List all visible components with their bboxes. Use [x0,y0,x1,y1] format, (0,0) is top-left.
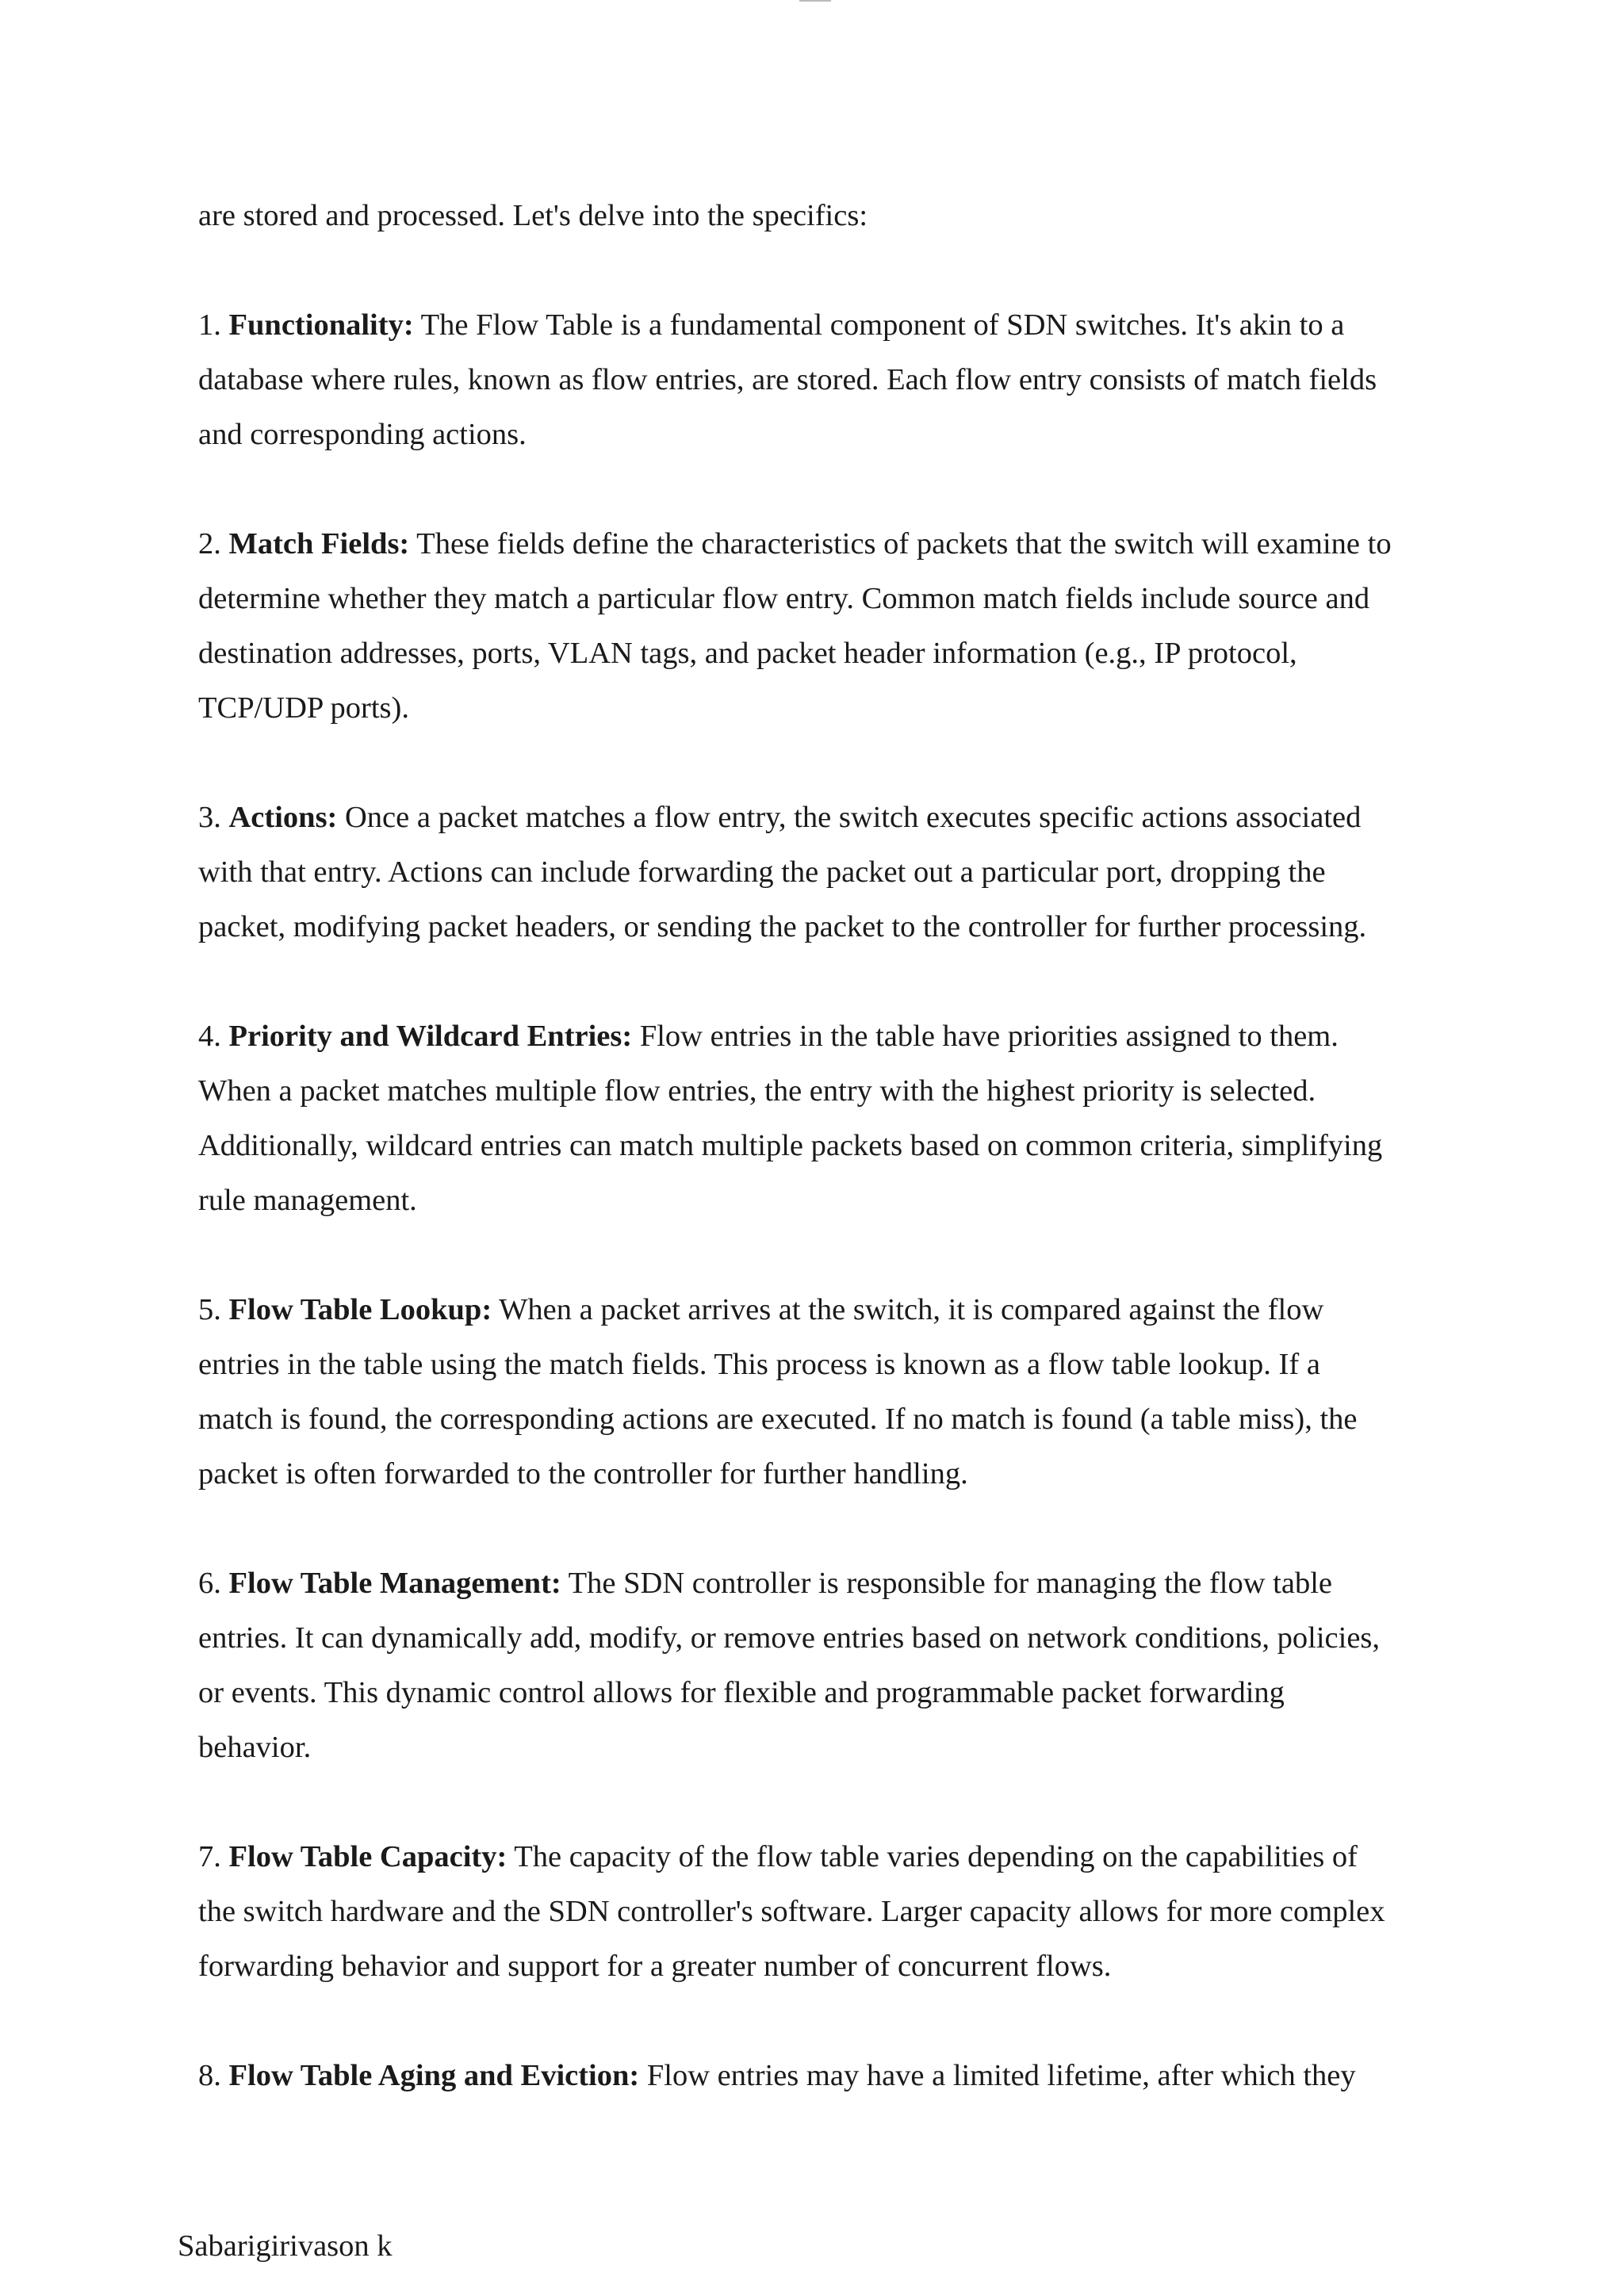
list-item-line: database where rules, known as flow entries, are stored. Each flow entry consists of match fields [198,363,1377,396]
item-number: 2. [198,527,221,561]
list-item [198,1283,1451,1502]
list-item [198,517,1451,736]
list-item-line [198,2049,1451,2103]
item-text: Flow entries in the table have priorities assigned to them. [632,1020,1339,1053]
list-item-line [198,1283,1451,1337]
item-text: These fields define the characteristics of packets that the switch will examine to [409,527,1392,561]
intro-line: are stored and processed. Let's delve into the specifics: [198,199,868,232]
list-item-line: Additionally, wildcard entries can match multiple packets based on common criteria, simplifying [198,1129,1383,1162]
list-item-line: When a packet matches multiple flow entries, the entry with the highest priority is selected. [198,1074,1316,1108]
list-item [198,1009,1451,1228]
list-item [198,1830,1451,1994]
item-number: 1. [198,308,221,342]
list-item-line [198,790,1451,845]
intro-paragraph [198,189,1451,243]
list-item-line: with that entry. Actions can include forwarding the packet out a particular port, dropping the [198,855,1326,889]
item-text: Flow entries may have a limited lifetime, after which they [639,2059,1356,2092]
list-item-line: rule management. [198,1184,417,1217]
list-item-line: determine whether they match a particular flow entry. Common match fields include source and [198,582,1370,615]
list-item [198,2049,1451,2103]
item-text: The Flow Table is a fundamental component of SDN switches. It's akin to a [413,308,1345,342]
list-item-line [198,298,1451,353]
list-item-line: packet, modifying packet headers, or sending the packet to the controller for further processing. [198,910,1367,943]
list-item-line: match is found, the corresponding actions are executed. If no match is found (a table miss), the [198,1402,1358,1436]
numbered-list [198,298,1451,2103]
list-item-line [198,1009,1451,1064]
page-top-mark [799,0,831,2]
list-item-line [198,517,1451,572]
item-text: Once a packet matches a flow entry, the switch executes specific actions associated [337,801,1362,834]
footer-author: Sabarigirivason k [178,2229,393,2263]
list-item-line: and corresponding actions. [198,418,527,451]
item-number: 5. [198,1293,221,1326]
list-item-line: entries. It can dynamically add, modify, or remove entries based on network conditions, policies, [198,1621,1381,1655]
item-label: Match Fields: [228,527,410,561]
item-label: Flow Table Capacity: [228,1840,508,1873]
list-item-line: or events. This dynamic control allows for flexible and programmable packet forwarding [198,1676,1285,1709]
item-text: When a packet arrives at the switch, it is compared against the flow [492,1293,1324,1326]
list-item-line [198,1830,1451,1885]
item-label: Priority and Wildcard Entries: [228,1020,633,1053]
list-item [198,1556,1451,1775]
list-item-line: the switch hardware and the SDN controller's software. Larger capacity allows for more complex [198,1895,1385,1928]
item-number: 7. [198,1840,221,1873]
item-label: Functionality: [228,308,414,342]
item-label: Flow Table Aging and Eviction: [228,2059,640,2092]
list-item [198,298,1451,462]
item-number: 4. [198,1020,221,1053]
item-label: Actions: [228,801,338,834]
list-item-line: TCP/UDP ports). [198,691,409,725]
item-number: 3. [198,801,221,834]
list-item-line: destination addresses, ports, VLAN tags, and packet header information (e.g., IP protocol, [198,637,1297,670]
item-number: 8. [198,2059,221,2092]
item-number: 6. [198,1567,221,1600]
list-item-line: forwarding behavior and support for a greater number of concurrent flows. [198,1950,1112,1983]
list-item-line: packet is often forwarded to the controller for further handling. [198,1457,968,1490]
list-item [198,790,1451,955]
item-text: The capacity of the flow table varies depending on the capabilities of [507,1840,1358,1873]
item-label: Flow Table Lookup: [228,1293,492,1326]
list-item-line [198,1556,1451,1611]
item-label: Flow Table Management: [228,1567,561,1600]
item-text: The SDN controller is responsible for managing the flow table [561,1567,1332,1600]
list-item-line: entries in the table using the match fields. This process is known as a flow table lookup. If a [198,1348,1320,1381]
list-item-line: behavior. [198,1731,312,1764]
document-body [198,189,1451,2158]
